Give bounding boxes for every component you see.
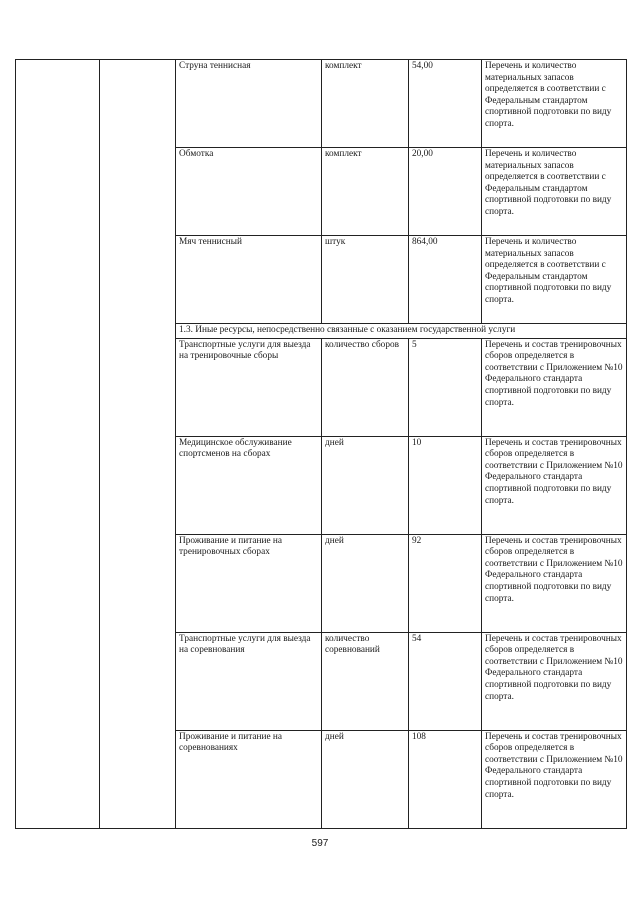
- resource-value: 54,00: [409, 60, 482, 148]
- resource-value: 20,00: [409, 148, 482, 236]
- table-row: [16, 60, 627, 148]
- left-blank-cell-1: [16, 60, 100, 829]
- page-number: 597: [311, 838, 329, 849]
- resource-note: Перечень и состав тренировочных сборов определяется в соответствии с Приложением №10 Федерального стандарта спортивной подготовки по виду спорта.: [482, 534, 627, 632]
- resource-name: Проживание и питание на соревнованиях: [176, 730, 322, 828]
- resource-unit: дней: [322, 436, 409, 534]
- resources-table: [15, 59, 627, 829]
- resource-unit: количество соревнований: [322, 632, 409, 730]
- resource-name: Проживание и питание на тренировочных сборах: [176, 534, 322, 632]
- resource-unit: количество сборов: [322, 338, 409, 436]
- resource-note: Перечень и состав тренировочных сборов определяется в соответствии с Приложением №10 Федерального стандарта спортивной подготовки по виду спорта.: [482, 632, 627, 730]
- resource-value: 92: [409, 534, 482, 632]
- resource-value: 864,00: [409, 236, 482, 324]
- resource-name: Медицинское обслуживание спортсменов на сборах: [176, 436, 322, 534]
- resource-note: Перечень и количество материальных запасов определяется в соответствии с Федеральным стандартом спортивной подготовки по виду спорта.: [482, 236, 627, 324]
- resource-value: 108: [409, 730, 482, 828]
- resource-value: 5: [409, 338, 482, 436]
- resource-value: 10: [409, 436, 482, 534]
- resource-unit: комплект: [322, 148, 409, 236]
- resource-name: Мяч теннисный: [176, 236, 322, 324]
- resource-unit: дней: [322, 730, 409, 828]
- resource-name: Транспортные услуги для выезда на тренировочные сборы: [176, 338, 322, 436]
- resource-name: Обмотка: [176, 148, 322, 236]
- resource-value: 54: [409, 632, 482, 730]
- resource-note: Перечень и состав тренировочных сборов определяется в соответствии с Приложением №10 Федерального стандарта спортивной подготовки по виду спорта.: [482, 338, 627, 436]
- section-title: 1.3. Иные ресурсы, непосредственно связанные с оказанием государственной услуги: [176, 324, 627, 339]
- resource-name: Струна теннисная: [176, 60, 322, 148]
- resource-unit: штук: [322, 236, 409, 324]
- resource-name: Транспортные услуги для выезда на соревнования: [176, 632, 322, 730]
- resource-unit: дней: [322, 534, 409, 632]
- resource-note: Перечень и количество материальных запасов определяется в соответствии с Федеральным стандартом спортивной подготовки по виду спорта.: [482, 60, 627, 148]
- resource-note: Перечень и количество материальных запасов определяется в соответствии с Федеральным стандартом спортивной подготовки по виду спорта.: [482, 148, 627, 236]
- resource-note: Перечень и состав тренировочных сборов определяется в соответствии с Приложением №10 Федерального стандарта спортивной подготовки по виду спорта.: [482, 436, 627, 534]
- resource-note: Перечень и состав тренировочных сборов определяется в соответствии с Приложением №10 Федерального стандарта спортивной подготовки по виду спорта.: [482, 730, 627, 828]
- left-blank-cell-2: [100, 60, 176, 829]
- resource-unit: комплект: [322, 60, 409, 148]
